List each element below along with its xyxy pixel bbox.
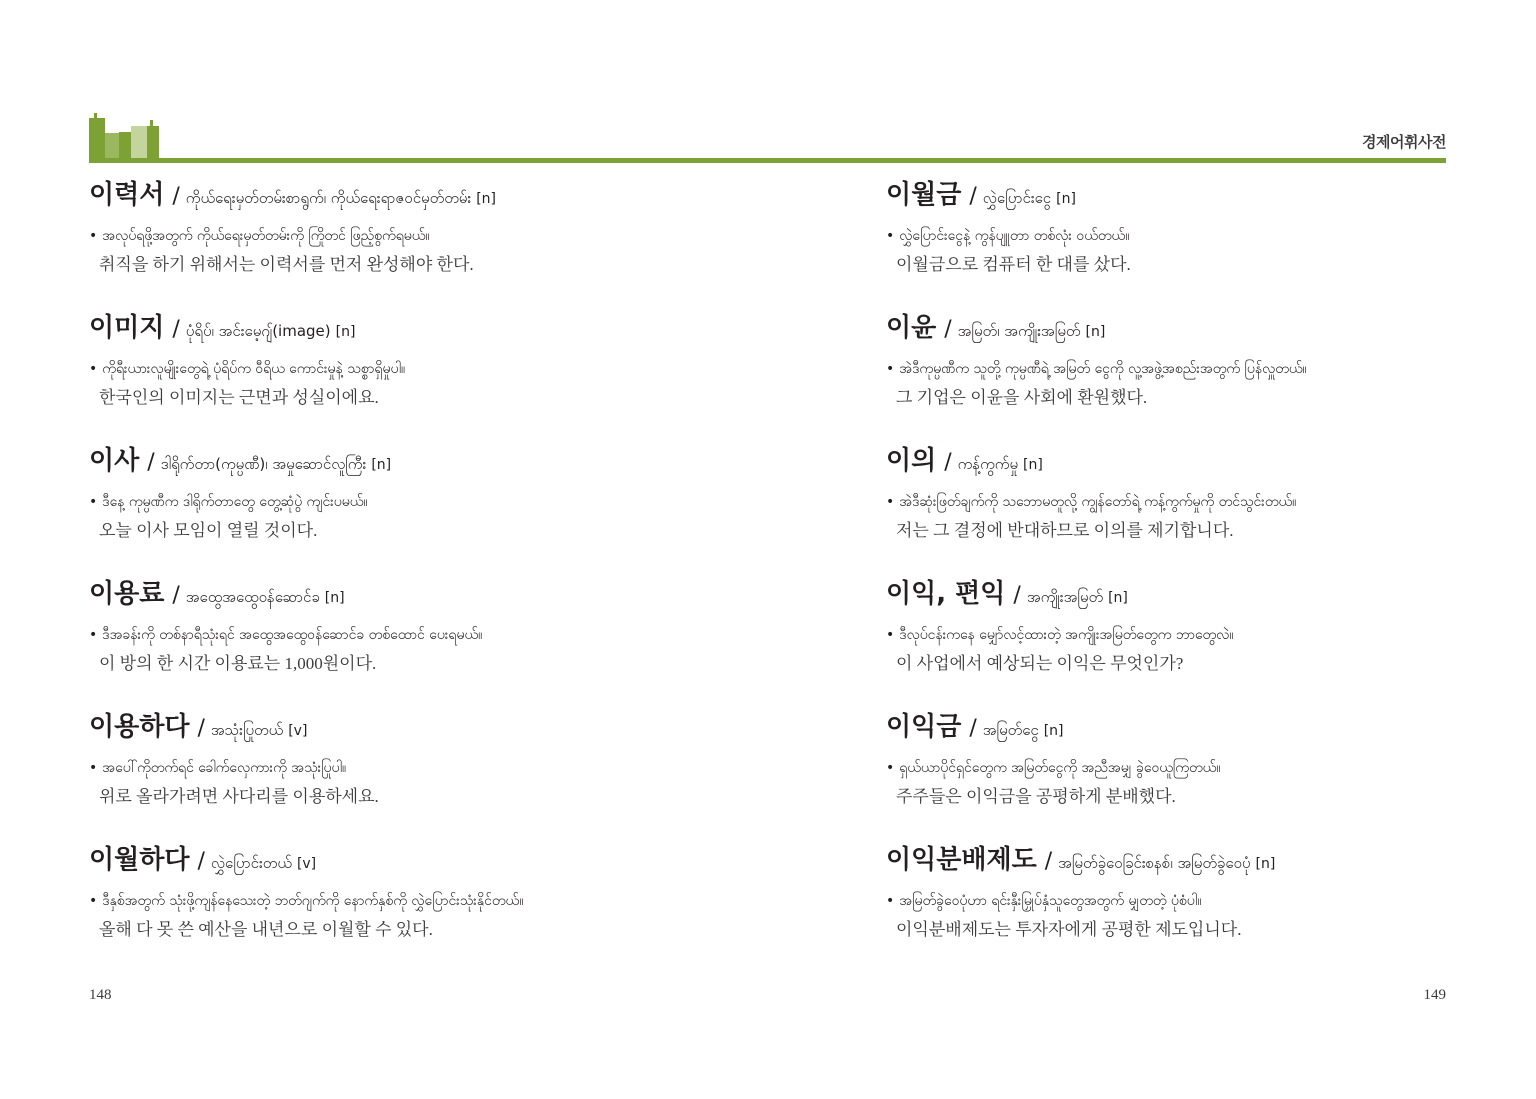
example-myanmar-text: အလုပ်ရဖို့အတွက် ကိုယ်ရေးမှတ်တမ်းကို ကြိုတင် ဖြည့်စွက်ရမယ်။	[102, 228, 430, 244]
entry-separator: /	[969, 184, 977, 209]
example-myanmar	[89, 224, 729, 248]
entry-separator: /	[197, 849, 205, 874]
part-of-speech: [n]	[476, 191, 496, 207]
bullet-icon: •	[886, 494, 895, 510]
part-of-speech: [n]	[1043, 723, 1064, 739]
entry-separator: /	[1013, 583, 1021, 608]
entry-headline	[89, 441, 729, 481]
entry-word: 이월하다	[89, 845, 190, 875]
header-block	[147, 126, 159, 160]
entry-headline	[886, 707, 1526, 747]
entry-word: 이윤	[886, 313, 937, 343]
example-myanmar	[89, 623, 729, 647]
entry-word: 이월금	[886, 180, 962, 210]
entry-headline	[89, 308, 729, 348]
entry-separator: /	[172, 583, 180, 608]
example-korean: 이 방의 한 시간 이용료는 1,000원이다.	[99, 654, 377, 673]
dictionary-entry	[886, 840, 1526, 973]
entry-word: 이용료	[89, 579, 165, 609]
page-number-left: 148	[89, 987, 112, 1003]
entry-separator: /	[969, 716, 977, 741]
header-block	[89, 118, 105, 160]
example-myanmar-text: ဒီနေ့ ကုမ္ပဏီက ဒါရိုက်တာတွေ တွေ့ဆုံပွဲ ကျင်းပမယ်။	[102, 494, 368, 510]
example-myanmar-text: ရှယ်ယာပိုင်ရှင်တွေက အမြတ်ငွေကို အညီအမျှ ခွဲဝေယူကြတယ်။	[899, 760, 1221, 776]
example-myanmar-text: အမြတ်ခွဲဝေပုံဟာ ရင်းနှီးမြှုပ်နှံသူတွေအတွက် မျှတတဲ့ ပုံစံပါ။	[899, 893, 1202, 909]
left-page-column	[89, 175, 729, 973]
entry-word: 이익분배제도	[886, 845, 1037, 875]
bullet-icon: •	[886, 228, 895, 244]
entry-headline	[886, 308, 1526, 348]
entry-meaning: ကန့်ကွက်မှု	[957, 455, 1019, 473]
part-of-speech: [n]	[1023, 457, 1043, 473]
example-korean: 주주들은 이익금을 공평하게 분배했다.	[896, 787, 1176, 806]
entry-word: 이력서	[89, 180, 165, 210]
header-block	[105, 133, 119, 160]
entry-meaning: အသုံးပြုတယ်	[210, 721, 284, 739]
part-of-speech: [v]	[288, 723, 308, 739]
dictionary-entry	[886, 707, 1526, 840]
part-of-speech: [n]	[1085, 324, 1106, 340]
bullet-icon: •	[886, 361, 895, 377]
example-myanmar	[89, 490, 729, 514]
example-myanmar	[89, 756, 729, 780]
part-of-speech: [n]	[1255, 856, 1276, 872]
entry-word: 이사	[89, 446, 140, 476]
bullet-icon: •	[886, 627, 895, 643]
entry-word: 이의	[886, 446, 937, 476]
dictionary-entry	[886, 175, 1526, 308]
part-of-speech: [n]	[324, 590, 345, 606]
entry-separator: /	[147, 450, 155, 475]
example-myanmar-text: အဲဒီဆုံးဖြတ်ချက်ကို သဘောမတူလို့ ကျွန်တော်ရဲ့ ကန့်ကွက်မှုကို တင်သွင်းတယ်။	[899, 494, 1297, 510]
dictionary-entry	[89, 707, 729, 840]
example-myanmar	[886, 889, 1526, 913]
example-myanmar-text: အပေါ်ကိုတက်ရင် ခေါက်လှေကားကို အသုံးပြုပါ။	[102, 760, 347, 776]
entry-headline	[89, 840, 729, 880]
entry-headline	[89, 175, 729, 215]
header-block	[131, 126, 147, 160]
bullet-icon: •	[89, 627, 98, 643]
entry-word: 이익금	[886, 712, 962, 742]
entry-headline	[89, 574, 729, 614]
example-korean: 이 사업에서 예상되는 이익은 무엇인가?	[896, 654, 1184, 673]
example-korean: 취직을 하기 위해서는 이력서를 먼저 완성해야 한다.	[99, 255, 474, 274]
entry-meaning: လွှဲပြောင်းငွေ	[982, 189, 1052, 207]
header-rule	[89, 158, 1446, 163]
entry-separator: /	[1044, 849, 1053, 874]
example-myanmar-text: အဲဒီကုမ္ပဏီက သူတို့ ကုမ္ပဏီရဲ့ အမြတ် ငွေကို လူ့အဖွဲ့အစည်းအတွက် ပြန်လှူတယ်။	[899, 361, 1307, 377]
bullet-icon: •	[89, 494, 98, 510]
entry-headline	[886, 840, 1526, 880]
dictionary-entry	[89, 574, 729, 707]
part-of-speech: [n]	[335, 324, 356, 340]
entry-headline	[886, 175, 1526, 215]
example-myanmar-text: ဒီအခန်းကို တစ်နာရီသုံးရင် အထွေအထွေဝန်ဆောင်ခ တစ်ထောင် ပေးရမယ်။	[102, 627, 483, 643]
part-of-speech: [v]	[296, 856, 317, 872]
example-myanmar-text: ကိုရီးယားလူမျိုးတွေရဲ့ ပုံရိပ်က ဝီရိယ ကောင်းမှုနဲ့ သစ္စာရှိမှုပါ။	[102, 361, 406, 377]
example-myanmar	[886, 357, 1526, 381]
example-myanmar	[886, 490, 1526, 514]
header-block	[94, 113, 97, 160]
example-myanmar	[89, 889, 729, 913]
header-block	[150, 120, 153, 160]
example-korean: 이익분배제도는 투자자에게 공평한 제도입니다.	[896, 920, 1242, 939]
example-myanmar-text: ဒီနှစ်အတွက် သုံးဖို့ကျန်နေသေးတဲ့ ဘတ်ဂျက်ကို နောက်နှစ်ကို လွှဲပြောင်းသုံးနိုင်တယ်။	[102, 893, 524, 909]
example-korean: 오늘 이사 모임이 열릴 것이다.	[99, 521, 318, 540]
example-myanmar	[886, 756, 1526, 780]
bullet-icon: •	[89, 760, 98, 776]
entry-meaning: ကိုယ်ရေးမှတ်တမ်းစာရွက်၊ ကိုယ်ရေးရာဇဝင်မှတ်တမ်း	[185, 189, 472, 207]
example-korean: 올해 다 못 쓴 예산을 내년으로 이월할 수 있다.	[99, 920, 433, 939]
right-page-column	[886, 175, 1526, 973]
bullet-icon: •	[886, 893, 895, 909]
bullet-icon: •	[886, 760, 895, 776]
dictionary-entry	[886, 441, 1526, 574]
header-block	[119, 132, 131, 160]
part-of-speech: [n]	[371, 457, 392, 473]
example-myanmar-text: ဒီလုပ်ငန်းကနေ မျှော်လင့်ထားတဲ့ အကျိုးအမြတ်တွေက ဘာတွေလဲ။	[899, 627, 1234, 643]
entry-meaning: ဒါရိုက်တာ(ကုမ္ပဏီ)၊ အမှုဆောင်လူကြီး	[160, 455, 367, 473]
entry-headline	[886, 441, 1526, 481]
dictionary-entry	[886, 308, 1526, 441]
entry-word: 이익, 편익	[886, 579, 1006, 609]
example-myanmar-text: လွှဲပြောင်းငွေနဲ့ ကွန်ပျူတာ တစ်လုံး ဝယ်တယ်။	[899, 228, 1130, 244]
example-korean: 이월금으로 컴퓨터 한 대를 샀다.	[896, 255, 1131, 274]
entry-separator: /	[944, 317, 952, 342]
bullet-icon: •	[89, 228, 98, 244]
entry-separator: /	[172, 184, 180, 209]
entry-meaning: ပုံရိပ်၊ အင်းမေ့ဂျ်(image)	[185, 322, 331, 340]
example-myanmar	[886, 623, 1526, 647]
entry-meaning: အမြတ်၊ အကျိုးအမြတ်	[957, 322, 1081, 340]
entry-headline	[886, 574, 1526, 614]
dictionary-entry	[89, 175, 729, 308]
part-of-speech: [n]	[1108, 590, 1128, 606]
dictionary-entry	[89, 308, 729, 441]
example-myanmar	[89, 357, 729, 381]
entry-meaning: အကျိုးအမြတ်	[1026, 588, 1104, 606]
entry-separator: /	[172, 317, 180, 342]
entry-separator: /	[944, 450, 952, 475]
entry-meaning: အမြတ်ခွဲဝေခြင်းစနစ်၊ အမြတ်ခွဲဝေပုံ	[1058, 854, 1251, 872]
example-korean: 그 기업은 이윤을 사회에 환원했다.	[896, 388, 1148, 407]
header-decoration	[89, 118, 159, 160]
example-korean: 한국인의 이미지는 근면과 성실이에요.	[99, 388, 379, 407]
entry-word: 이미지	[89, 313, 165, 343]
entry-meaning: လွှဲပြောင်းတယ်	[210, 854, 292, 872]
entry-headline	[89, 707, 729, 747]
book-title: 경제어휘사전	[1362, 133, 1446, 151]
entry-word: 이용하다	[89, 712, 190, 742]
bullet-icon: •	[89, 893, 98, 909]
dictionary-entry	[89, 840, 729, 973]
entry-meaning: အမြတ်ငွေ	[982, 721, 1039, 739]
page-number-right: 149	[1423, 987, 1446, 1003]
dictionary-entry	[886, 574, 1526, 707]
example-korean: 위로 올라가려면 사다리를 이용하세요.	[99, 787, 379, 806]
dictionary-entry	[89, 441, 729, 574]
example-korean: 저는 그 결정에 반대하므로 이의를 제기합니다.	[896, 521, 1234, 540]
part-of-speech: [n]	[1056, 191, 1076, 207]
entry-separator: /	[197, 716, 205, 741]
entry-meaning: အထွေအထွေဝန်ဆောင်ခ	[185, 588, 320, 606]
example-myanmar	[886, 224, 1526, 248]
bullet-icon: •	[89, 361, 98, 377]
